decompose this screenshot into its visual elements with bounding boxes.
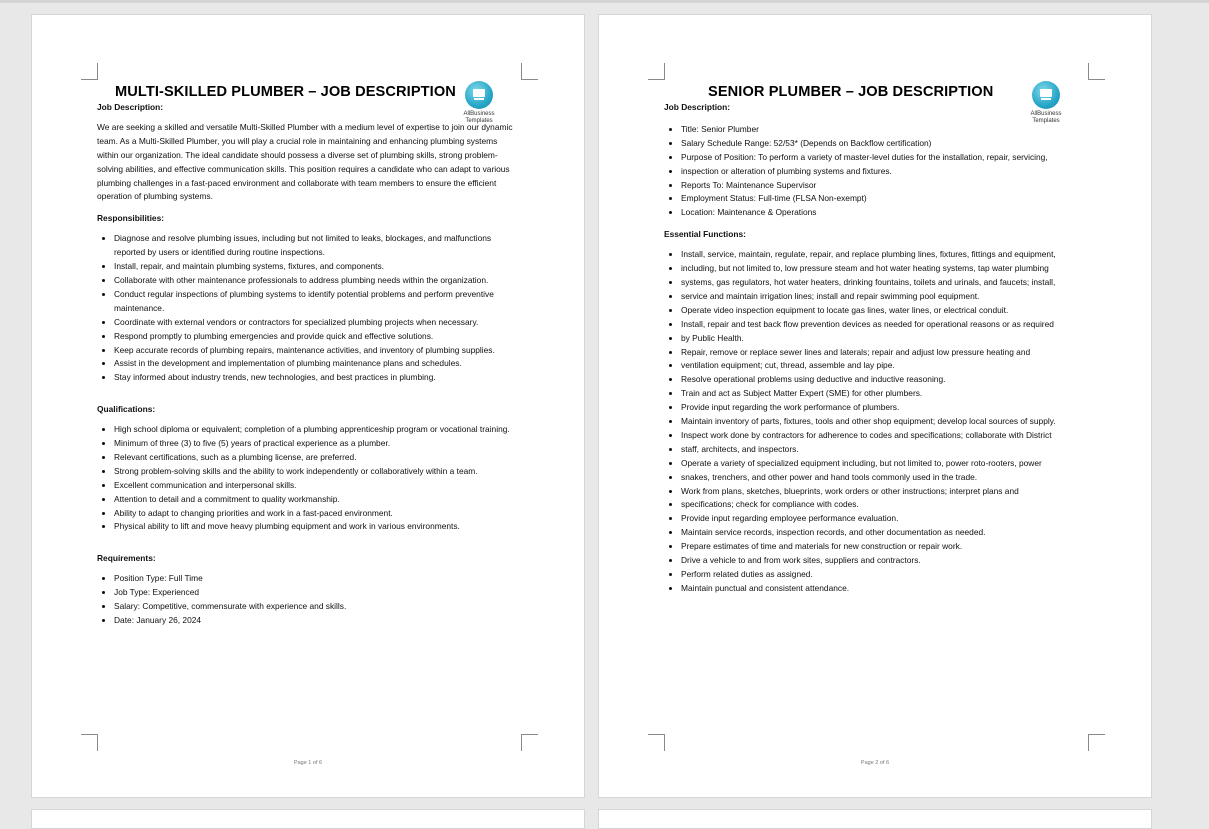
page-1-content: [97, 83, 519, 628]
list-item: • Assist in the development and implementation of plumbing maintenance plans and schedules.: [114, 357, 519, 371]
list-item: • by Public Health.: [681, 332, 1089, 346]
list-item: • Strong problem-solving skills and the ability to work independently or collaboratively within a team.: [114, 465, 519, 479]
document-page-1: [31, 14, 585, 798]
list-item: • Operate video inspection equipment to locate gas lines, water lines, or electrical conduit.: [681, 304, 1089, 318]
qualifications-heading: Qualifications:: [97, 404, 156, 415]
page-title: SENIOR PLUMBER – JOB DESCRIPTION: [708, 84, 994, 100]
list-item: • Conduct regular inspections of plumbing systems to identify potential problems and perform preventive maintenance.: [114, 288, 519, 316]
requirements-heading: Requirements:: [97, 553, 156, 564]
list-item: • Prepare estimates of time and materials for new construction or repair work.: [681, 540, 1089, 554]
window-top-edge: [0, 0, 1209, 3]
list-item: • Minimum of three (3) to five (5) years of practical experience as a plumber.: [114, 437, 519, 451]
list-item: • Install, repair, and maintain plumbing systems, fixtures, and components.: [114, 260, 519, 274]
list-item: • Excellent communication and interpersonal skills.: [114, 479, 519, 493]
document-page-4-peek: [598, 809, 1152, 829]
list-item: • Diagnose and resolve plumbing issues, including but not limited to leaks, blockages, and malfunctions reported by users or identified during routine inspections.: [114, 232, 519, 260]
list-item: • Attention to detail and a commitment to quality workmanship.: [114, 493, 519, 507]
list-item: • Provide input regarding the work performance of plumbers.: [681, 401, 1089, 415]
allbusiness-templates-logo: AllBusiness Templates: [455, 81, 503, 124]
list-item: • service and maintain irrigation lines; install and repair swimming pool equipment.: [681, 290, 1089, 304]
list-item: • staff, architects, and inspectors.: [681, 443, 1089, 457]
list-item: • ventilation equipment; cut, thread, assemble and lay pipe.: [681, 359, 1089, 373]
list-item: • Inspect work done by contractors for adherence to codes and specifications; collaborate with District: [681, 429, 1089, 443]
requirements-list: [97, 572, 519, 628]
crop-mark-bottom-right: [1088, 734, 1105, 751]
list-item: • specifications; check for compliance with codes.: [681, 498, 1089, 512]
list-item: • Ability to adapt to changing priorities and work in a fast-paced environment.: [114, 507, 519, 521]
crop-mark-bottom-left: [648, 734, 665, 751]
list-item: • Reports To: Maintenance Supervisor: [681, 179, 1089, 193]
page-footer: Page 2 of 6: [860, 760, 890, 766]
document-page-3-peek: [31, 809, 585, 829]
list-item: • Maintain inventory of parts, fixtures, tools and other shop equipment; develop local sources of supply.: [681, 415, 1089, 429]
details-list: [664, 123, 1089, 220]
list-item: • Respond promptly to plumbing emergencies and provide quick and effective solutions.: [114, 330, 519, 344]
list-item: • snakes, trenchers, and other power and hand tools commonly used in the trade.: [681, 471, 1089, 485]
list-item: • Resolve operational problems using deductive and inductive reasoning.: [681, 373, 1089, 387]
list-item: • Install, repair and test back flow prevention devices as needed for operational reasons or as required: [681, 318, 1089, 332]
list-item: • Coordinate with external vendors or contractors for specialized plumbing projects when necessary.: [114, 316, 519, 330]
intro-paragraph: We are seeking a skilled and versatile Multi-Skilled Plumber with a medium level of expertise to join our dynamic team. As a Multi-Skilled Plumber, you will play a crucial role in maintaining and enhancing plumbing systems within our organization. The ideal candidate should possess a diverse set of plumbing skills, strong problem-solving abilities, and effective communication skills. This position requires a candidate who can adapt to various plumbing challenges in a fast-paced environment and collaborate with team members to ensure the efficient operation of plumbing systems.: [97, 121, 513, 202]
allbusiness-templates-logo: AllBusiness Templates: [1022, 81, 1070, 124]
list-item: • Position Type: Full Time: [114, 572, 519, 586]
list-item: • Location: Maintenance & Operations: [681, 206, 1089, 220]
document-page-2: [598, 14, 1152, 798]
job-description-label: Job Description:: [97, 102, 164, 112]
crop-mark-top-right: [521, 63, 538, 80]
list-item: • Drive a vehicle to and from work sites, suppliers and contractors.: [681, 554, 1089, 568]
qualifications-list: [97, 423, 519, 534]
list-item: • inspection or alteration of plumbing systems and fixtures.: [681, 165, 1089, 179]
list-item: • Salary: Competitive, commensurate with experience and skills.: [114, 600, 519, 614]
crop-mark-top-left: [81, 63, 98, 80]
functions-list: [664, 248, 1089, 596]
page-2-content: [664, 83, 1089, 596]
list-item: • Purpose of Position: To perform a variety of master-level duties for the installation, repair, servicing,: [681, 151, 1089, 165]
crop-mark-top-left: [648, 63, 665, 80]
list-item: • Date: January 26, 2024: [114, 614, 519, 628]
responsibilities-list: [97, 232, 519, 385]
list-item: • Maintain service records, inspection records, and other documentation as needed.: [681, 526, 1089, 540]
list-item: • Relevant certifications, such as a plumbing license, are preferred.: [114, 451, 519, 465]
list-item: • including, but not limited to, low pressure steam and hot water heating systems, tap water plumbing: [681, 262, 1089, 276]
list-item: • Operate a variety of specialized equipment including, but not limited to, power roto-rooters, power: [681, 457, 1089, 471]
list-item: • Provide input regarding employee performance evaluation.: [681, 512, 1089, 526]
list-item: • Job Type: Experienced: [114, 586, 519, 600]
list-item: • Salary Schedule Range: 52/53* (Depends on Backflow certification): [681, 137, 1089, 151]
page-title: MULTI-SKILLED PLUMBER – JOB DESCRIPTION: [115, 84, 456, 100]
crop-mark-top-right: [1088, 63, 1105, 80]
crop-mark-bottom-right: [521, 734, 538, 751]
list-item: • Maintain punctual and consistent attendance.: [681, 582, 1089, 596]
list-item: • High school diploma or equivalent; completion of a plumbing apprenticeship program or vocational training.: [114, 423, 519, 437]
list-item: • Title: Senior Plumber: [681, 123, 1089, 137]
list-item: • Work from plans, sketches, blueprints, work orders or other instructions; interpret plans and: [681, 485, 1089, 499]
list-item: • Stay informed about industry trends, new technologies, and best practices in plumbing.: [114, 371, 519, 385]
job-description-label: Job Description:: [664, 102, 731, 112]
list-item: • Perform related duties as assigned.: [681, 568, 1089, 582]
list-item: • Install, service, maintain, regulate, repair, and replace plumbing lines, fixtures, fittings and equipment,: [681, 248, 1089, 262]
list-item: • Keep accurate records of plumbing repairs, maintenance activities, and inventory of plumbing supplies.: [114, 344, 519, 358]
responsibilities-heading: Responsibilities:: [97, 213, 165, 224]
page-footer: Page 1 of 6: [293, 760, 323, 766]
list-item: • Employment Status: Full-time (FLSA Non-exempt): [681, 192, 1089, 206]
list-item: • Physical ability to lift and move heavy plumbing equipment and work in various environments.: [114, 520, 519, 534]
list-item: • Train and act as Subject Matter Expert (SME) for other plumbers.: [681, 387, 1089, 401]
list-item: • Repair, remove or replace sewer lines and laterals; repair and adjust low pressure heating and: [681, 346, 1089, 360]
list-item: • systems, gas regulators, hot water heaters, drinking fountains, toilets and urinals, and faucets; install,: [681, 276, 1089, 290]
essential-functions-heading: Essential Functions:: [664, 229, 746, 240]
crop-mark-bottom-left: [81, 734, 98, 751]
list-item: • Collaborate with other maintenance professionals to address plumbing needs within the organization.: [114, 274, 519, 288]
